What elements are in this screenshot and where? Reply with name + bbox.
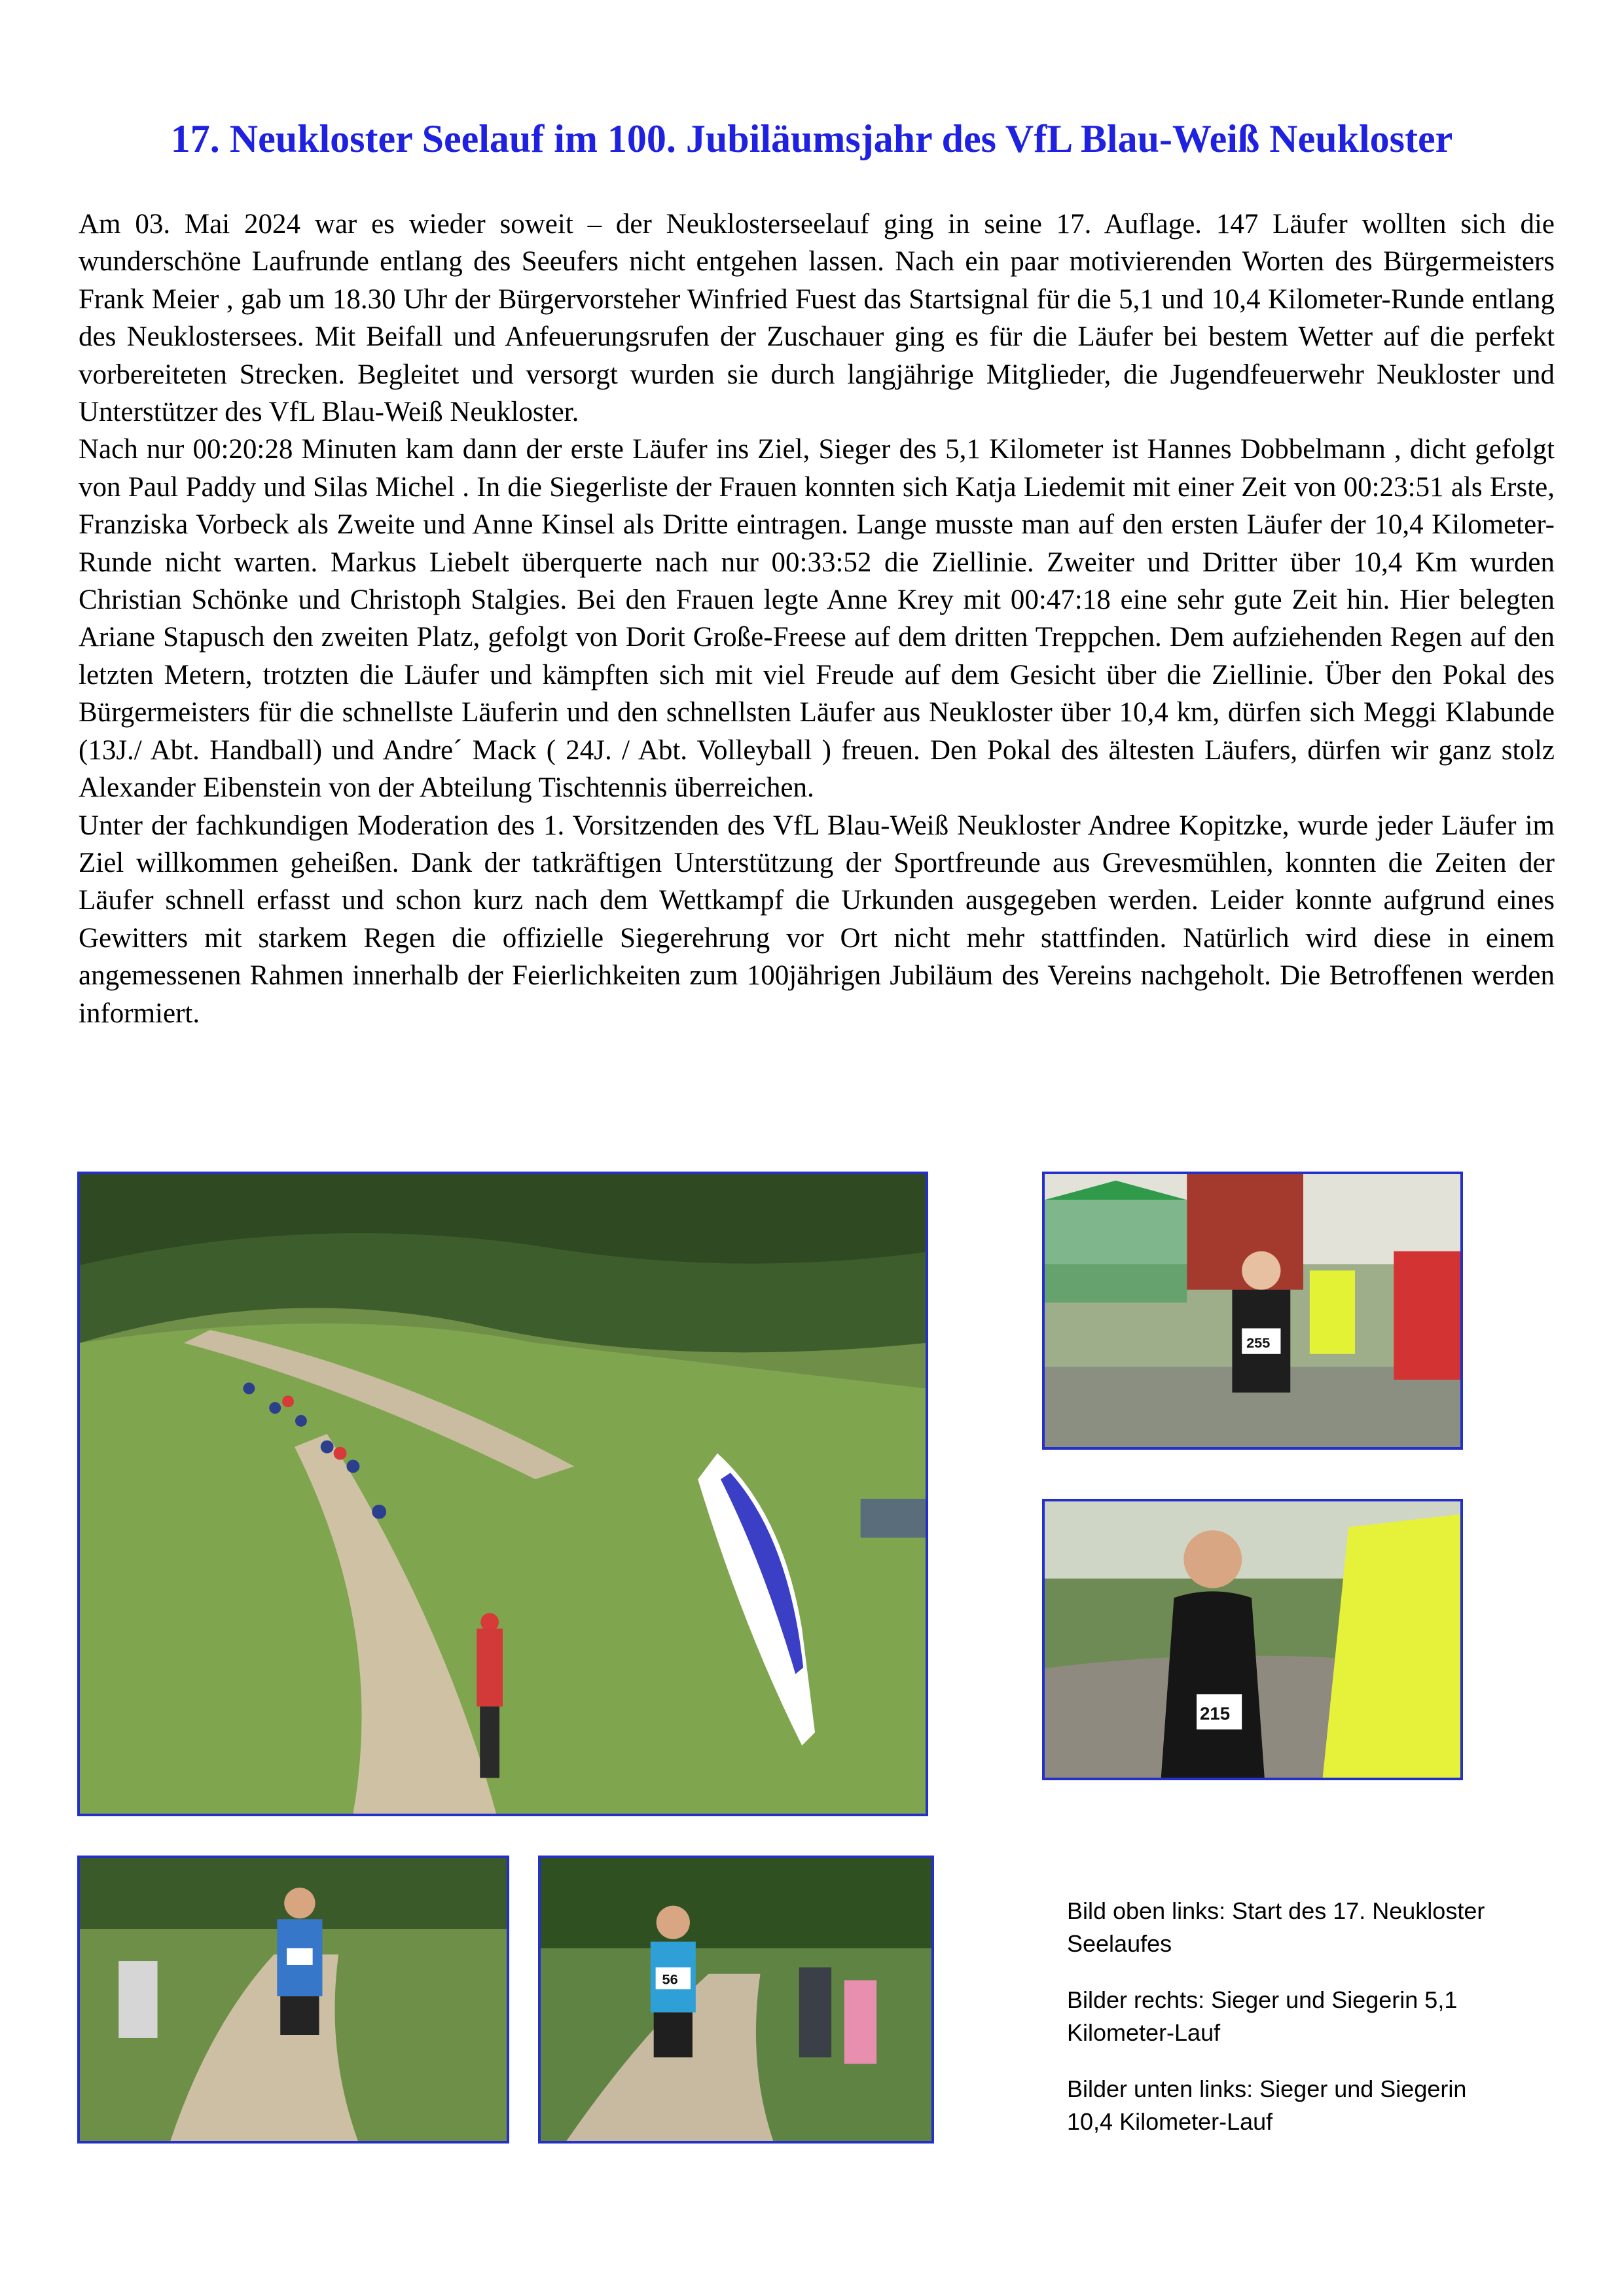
bib-255: 255 [1246, 1334, 1271, 1351]
caption-bottom-left: Bilder unten links: Sieger und Siegerin 10,4 Kilometer-Lauf [1067, 2075, 1467, 2135]
photo-winner-men-5k [1042, 1172, 1463, 1450]
photo-winner-men-10k [77, 1856, 509, 2144]
photo-winner-women-5k [1042, 1499, 1463, 1780]
page-title: 17. Neukloster Seelauf im 100. Jubiläumsjahr des VfL Blau-Weiß Neukloster [170, 117, 1453, 160]
caption-right: Bilder rechts: Sieger und Siegerin 5,1 Kilometer-Lauf [1067, 1986, 1458, 2046]
photo-winner-women-10k [538, 1856, 934, 2144]
caption-start: Bild oben links: Start des 17. Neukloster Seelaufes [1067, 1897, 1485, 1957]
article-body [79, 206, 1555, 1032]
photo-race-start-image [80, 1174, 926, 1814]
photo-winner-women-10k-image [541, 1858, 931, 2141]
photo-captions [1067, 1895, 1512, 2162]
photo-winner-women-5k-image [1045, 1501, 1460, 1778]
photo-race-start [77, 1172, 928, 1816]
bib-56: 56 [662, 1971, 678, 1988]
article-paragraph: Unter der fachkundigen Moderation des 1. Vorsitzenden des VfL Blau-Weiß Neukloster Andree Kopitzke, wurde jeder Läufer im Ziel willkommen geheißen. Dank der tatkräftigen Unterstützung der Sportfreunde aus Grevesmühlen, konnten die Zeiten der Läufer schnell erfasst und schon kurz nach dem Wettkampf die Urkunden ausgegeben werden. Leider konnte aufgrund eines Gewitters mit starkem Regen die offizielle Siegerehrung vor Ort nicht mehr stattfinden. Natürlich wird diese in einem angemessenen Rahmen innerhalb der Feierlichkeiten zum 100jährigen Jubiläum des Vereins nachgeholt. Die Betroffenen werden informiert. [79, 810, 1555, 1029]
article-paragraph: Am 03. Mai 2024 war es wieder soweit – der Neuklosterseelauf ging in seine 17. Auflage. 147 Läufer wollten sich die wunderschöne Laufrunde entlang des Seeufers nicht entgehen lassen. Nach ein paar motivierenden Worten des Bürgermeisters Frank Meier , gab um 18.30 Uhr der Bürgervorsteher Winfried Fuest das Startsignal für die 5,1 und 10,4 Kilometer-Runde entlang des Neuklostersees. Mit Beifall und Anfeuerungsrufen der Zuschauer ging es für die Läufer bei bestem Wetter auf die perfekt vorbereiteten Strecken. Begleitet und versorgt wurden sie durch langjährige Mitglieder, die Jugendfeuerwehr Neukloster und Unterstützer des VfL Blau-Weiß Neukloster. [79, 209, 1555, 428]
photo-winner-men-10k-image [80, 1858, 507, 2141]
article-paragraph: Nach nur 00:20:28 Minuten kam dann der erste Läufer ins Ziel, Sieger des 5,1 Kilometer ist Hannes Dobbelmann , dicht gefolgt von Paul Paddy und Silas Michel . In die Siegerliste der Frauen konnten sich Katja Liedemit mit einer Zeit von 00:23:51 als Erste, Franziska Vorbeck als Zweite und Anne Kinsel als Dritte eintragen. Lange musste man auf den ersten Läufer der 10,4 Kilometer-Runde nicht warten. Markus Liebelt überquerte nach nur 00:33:52 die Ziellinie. Zweiter und Dritter über 10,4 Km wurden Christian Schönke und Christoph Stalgies. Bei den Frauen legte Anne Krey mit 00:47:18 eine sehr gute Zeit hin. Hier belegten Ariane Stapusch den zweiten Platz, gefolgt von Dorit Große-Freese auf dem dritten Treppchen. Dem aufziehenden Regen auf den letzten Metern, trotzten die Läufer und kämpften sich mit viel Freude auf dem Gesicht über die Ziellinie. Über den Pokal des Bürgermeisters für die schnellste Läuferin und den schnellsten Läufer aus Neukloster über 10,4 km, dürfen sich Meggi Klabunde (13J./ Abt. Handball) und Andre´ Mack ( 24J. / Abt. Volleyball ) freuen. Den Pokal des ältesten Läufers, dürfen wir ganz stolz Alexander Eibenstein von der Abteilung Tischtennis überreichen. [79, 434, 1555, 804]
photo-winner-men-5k-image [1045, 1174, 1460, 1447]
bib-215: 215 [1200, 1703, 1231, 1724]
